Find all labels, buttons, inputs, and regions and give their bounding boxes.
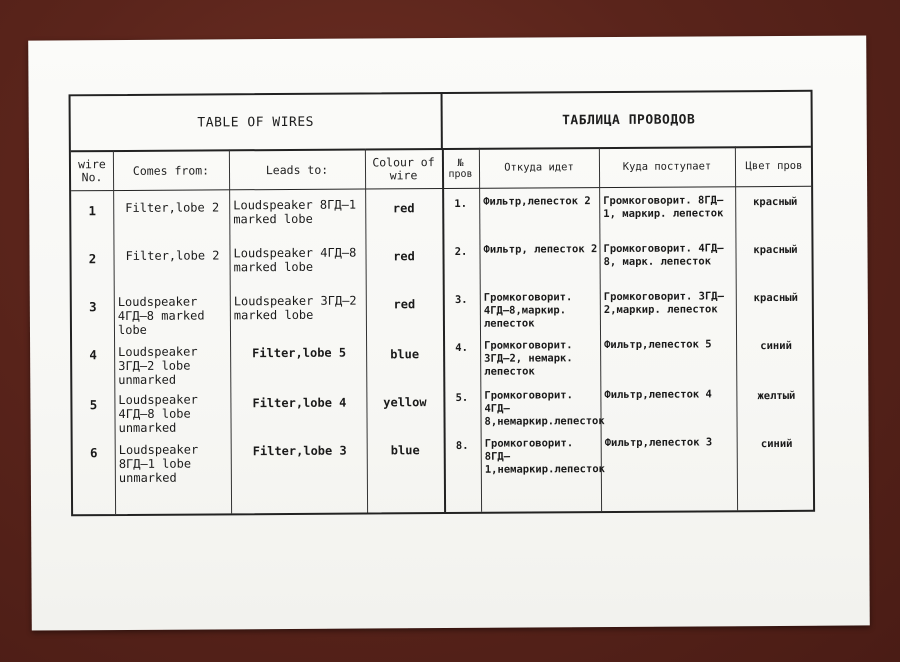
row-ru-colour: красный	[753, 195, 798, 209]
row-ru-from: Фильтр, лепесток 2	[483, 243, 598, 256]
col-header-wire-no: wire No.	[78, 157, 106, 185]
row-ru-to: Громкоговорит. 8ГД–1, маркир. лепесток	[603, 194, 724, 221]
row-ru-number: 8.	[455, 439, 469, 452]
col-header-ru-to: Куда поступает	[622, 160, 712, 174]
row-ru-colour: красный	[753, 291, 798, 305]
row-colour: red	[392, 201, 415, 216]
row-leads-to: Filter,lobe 3	[252, 443, 347, 459]
paper-sheet	[28, 35, 870, 630]
row-ru-from: Громкоговорит. 3ГД–2, немарк. лепесток	[484, 339, 573, 379]
row-ru-number: 4.	[455, 341, 468, 354]
row-ru-to: Фильтр,лепесток 5	[604, 338, 712, 352]
row-comes-from: Loudspeaker 3ГД–2 lobe unmarked	[118, 344, 198, 387]
row-ru-number: 2.	[454, 245, 468, 258]
row-ru-to: Фильтр,лепесток 4	[604, 388, 712, 402]
row-number: 2	[88, 251, 97, 267]
row-ru-from: Громкоговорит. 8ГД–1,немаркир.лепесток	[484, 437, 605, 477]
row-ru-to: Громкоговорит. 4ГД–8, марк. лепесток	[603, 242, 724, 269]
row-comes-from: Filter,lobe 2	[125, 200, 220, 215]
col-header-colour: Colour of wire	[372, 155, 435, 183]
wires-table	[69, 90, 816, 517]
row-ru-to: Фильтр,лепесток 3	[604, 436, 713, 450]
row-colour: red	[393, 249, 415, 264]
row-leads-to: Loudspeaker 3ГД–2 marked lobe	[233, 293, 357, 323]
row-ru-from: Фильтр,лепесток 2	[483, 195, 591, 208]
col-header-ru-from: Откуда идет	[504, 161, 574, 174]
row-ru-colour: синий	[760, 339, 792, 353]
row-leads-to: Loudspeaker 8ГД–1 marked lobe	[233, 197, 357, 227]
row-ru-from: Громкоговорит. 4ГД–8,немаркир.лепесток	[484, 389, 605, 429]
table-title-ru: ТАБЛИЦА ПРОВОДОВ	[562, 111, 696, 128]
row-ru-colour: красный	[753, 243, 798, 257]
row-comes-from: Loudspeaker 8ГД–1 lobe unmarked	[118, 442, 199, 485]
row-colour: yellow	[383, 395, 427, 410]
col-header-ru-colour: Цвет пров	[745, 160, 803, 173]
row-leads-to: Filter,lobe 5	[252, 345, 347, 361]
row-number: 5	[89, 397, 98, 413]
table-title-en: TABLE OF WIRES	[71, 94, 443, 150]
col-header-comes-from: Comes from:	[132, 163, 210, 178]
row-ru-colour: желтый	[757, 389, 796, 403]
col-header-ru-no: № пров	[448, 157, 473, 181]
row-ru-number: 1.	[454, 197, 468, 210]
row-leads-to: Filter,lobe 4	[252, 395, 347, 411]
row-ru-number: 3.	[454, 293, 468, 306]
row-ru-to: Громкоговорит. 3ГД–2,маркир. лепесток	[603, 290, 724, 317]
row-ru-from: Громкоговорит. 4ГД–8,маркир. лепесток	[483, 291, 573, 331]
row-comes-from: Loudspeaker 4ГД–8 lobe unmarked	[118, 392, 198, 435]
row-comes-from: Loudspeaker 4ГД–8 marked lobe	[117, 294, 205, 337]
row-comes-from: Filter,lobe 2	[125, 248, 220, 263]
col-header-leads-to: Leads to:	[265, 162, 329, 177]
row-number: 3	[89, 299, 97, 315]
row-colour: blue	[390, 347, 420, 362]
row-leads-to: Loudspeaker 4ГД–8 marked lobe	[233, 245, 357, 275]
row-number: 1	[88, 203, 97, 219]
row-colour: blue	[390, 443, 420, 458]
row-number: 4	[89, 347, 97, 363]
row-number: 6	[89, 445, 98, 461]
row-colour: red	[393, 297, 416, 312]
row-ru-number: 5.	[455, 391, 469, 404]
row-ru-colour: синий	[760, 437, 793, 451]
